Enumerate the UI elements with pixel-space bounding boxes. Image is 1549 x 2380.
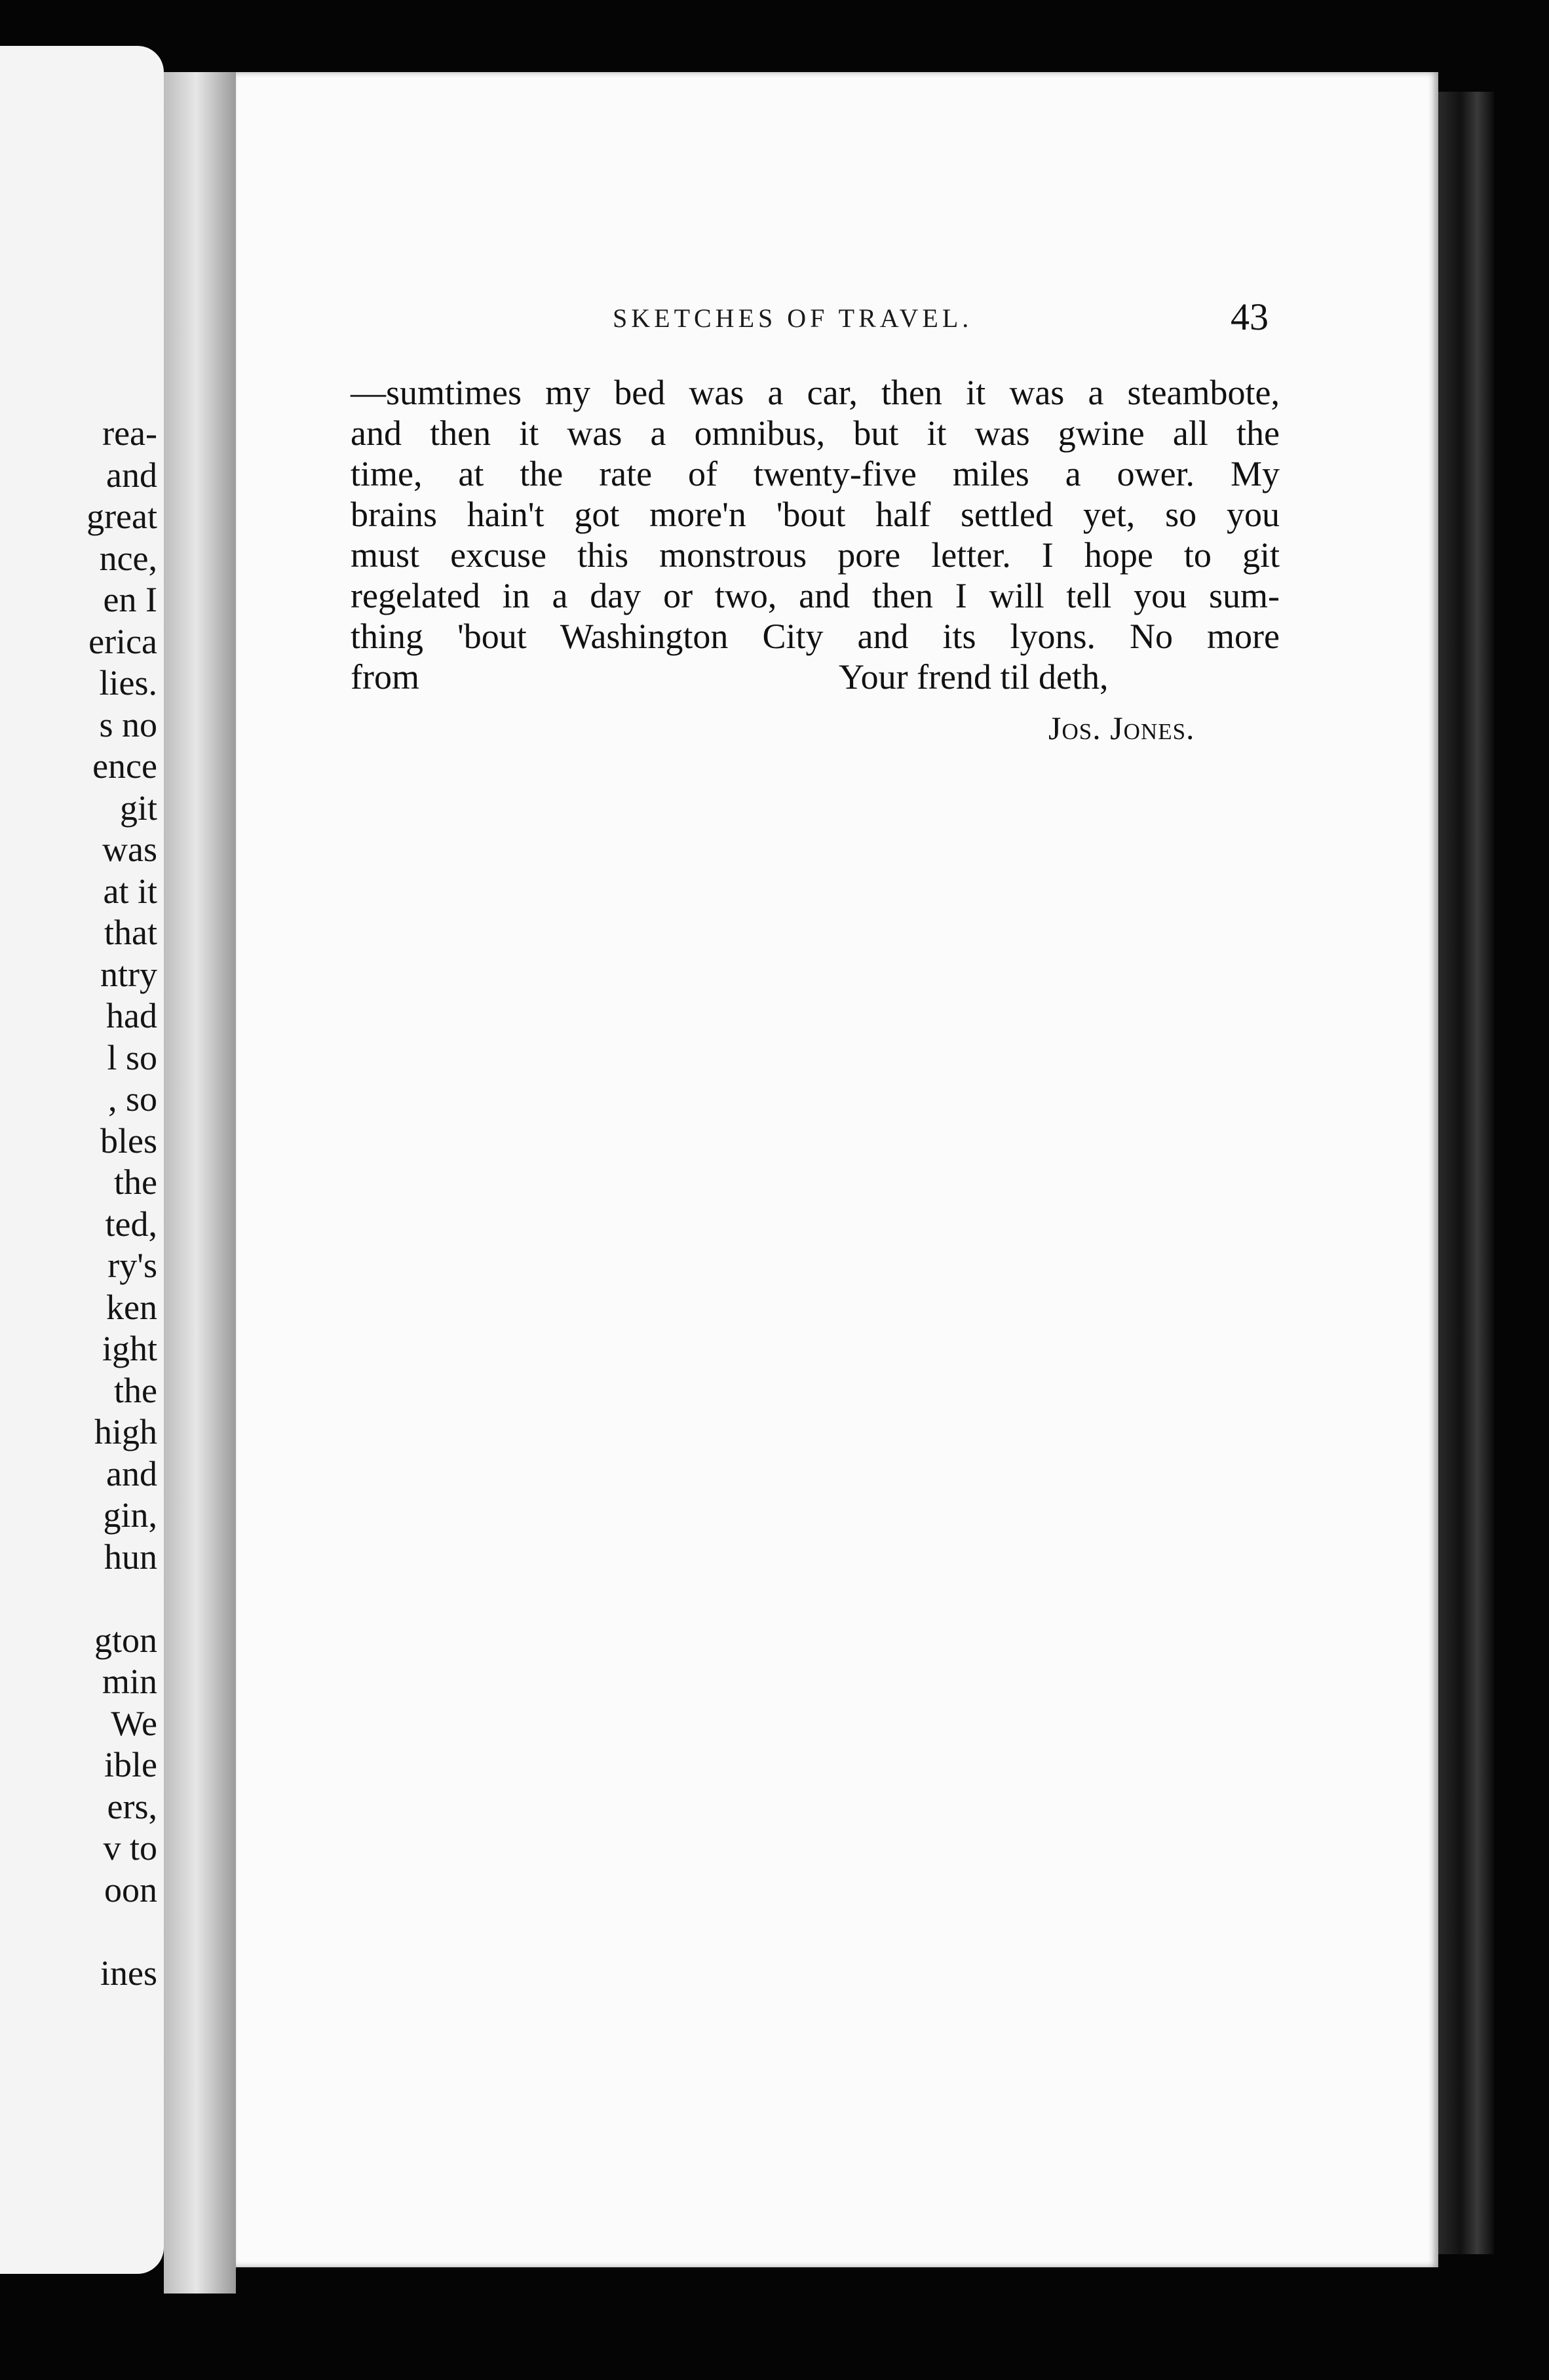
page-number: 43 — [1231, 296, 1269, 338]
previous-page-line: ines — [100, 1953, 157, 1993]
letter-signature: Jos. Jones. — [1048, 710, 1195, 746]
previous-page-line: at it — [103, 871, 157, 911]
body-line: must excuse this monstrous pore letter. I hope to git — [351, 535, 1280, 575]
previous-page-line: and — [106, 455, 157, 495]
previous-page-line: min — [102, 1662, 157, 1701]
previous-page-line: great — [86, 497, 157, 536]
previous-page-line: rea- — [102, 413, 157, 453]
previous-page-line: nce, — [99, 538, 157, 578]
previous-page-line: ken — [106, 1287, 157, 1327]
body-line: thing 'bout Washington City and its lyons. No more — [351, 617, 1280, 656]
body-line: regelated in a day or two, and then I will tell you sum- — [351, 576, 1280, 615]
previous-page-line: high — [94, 1412, 157, 1451]
previous-page-line: oon — [104, 1870, 157, 1910]
previous-page-line: and — [106, 1453, 157, 1493]
previous-page-line: the — [114, 1162, 157, 1202]
book-gutter — [164, 72, 236, 2294]
running-head: SKETCHES OF TRAVEL. — [613, 303, 973, 333]
closing-line — [351, 657, 1280, 697]
letter-closing: Your frend til deth, — [839, 657, 1109, 697]
previous-page-line: hun — [104, 1537, 157, 1577]
previous-page-line: ry's — [107, 1246, 157, 1285]
previous-page-line — [0, 1578, 157, 1620]
previous-page-line: s no — [99, 704, 157, 744]
previous-page-line: was — [102, 830, 157, 869]
previous-page-line: ight — [102, 1329, 157, 1368]
previous-page-line: gton — [94, 1620, 157, 1660]
body-line: and then it was a omnibus, but it was gwine all the — [351, 413, 1280, 453]
previous-page-line: gin, — [103, 1495, 157, 1535]
body-text — [351, 372, 1280, 697]
previous-page-line: git — [119, 788, 157, 828]
body-line: brains hain't got more'n 'bout half settled yet, so you — [351, 495, 1280, 534]
previous-page-line: , so — [107, 1079, 157, 1119]
previous-page-text-column — [0, 413, 157, 1994]
previous-page-line: ers, — [107, 1786, 157, 1826]
body-line: —sumtimes my bed was a car, then it was a steambote, — [351, 373, 1280, 412]
closing-line-start: from — [351, 657, 419, 697]
previous-page-line: ted, — [105, 1204, 157, 1244]
previous-page-line: lies. — [99, 663, 157, 702]
previous-page-line: had — [106, 996, 157, 1035]
previous-page-fragment — [0, 46, 164, 2274]
page-edge — [1438, 92, 1494, 2254]
previous-page-line: en I — [103, 580, 157, 619]
previous-page-line: v to — [103, 1828, 157, 1868]
previous-page-line: ntry — [100, 954, 157, 994]
previous-page-line: bles — [100, 1121, 157, 1161]
body-line: time, at the rate of twenty-five miles a ower. My — [351, 454, 1280, 493]
previous-page-line: ence — [92, 746, 157, 786]
previous-page-line: l so — [107, 1037, 157, 1077]
previous-page-line — [0, 1911, 157, 1953]
previous-page-line: ible — [104, 1745, 157, 1784]
previous-page-line: that — [104, 913, 157, 952]
previous-page-line: the — [114, 1370, 157, 1410]
previous-page-line: erica — [88, 621, 157, 661]
previous-page-line: We — [111, 1703, 157, 1743]
